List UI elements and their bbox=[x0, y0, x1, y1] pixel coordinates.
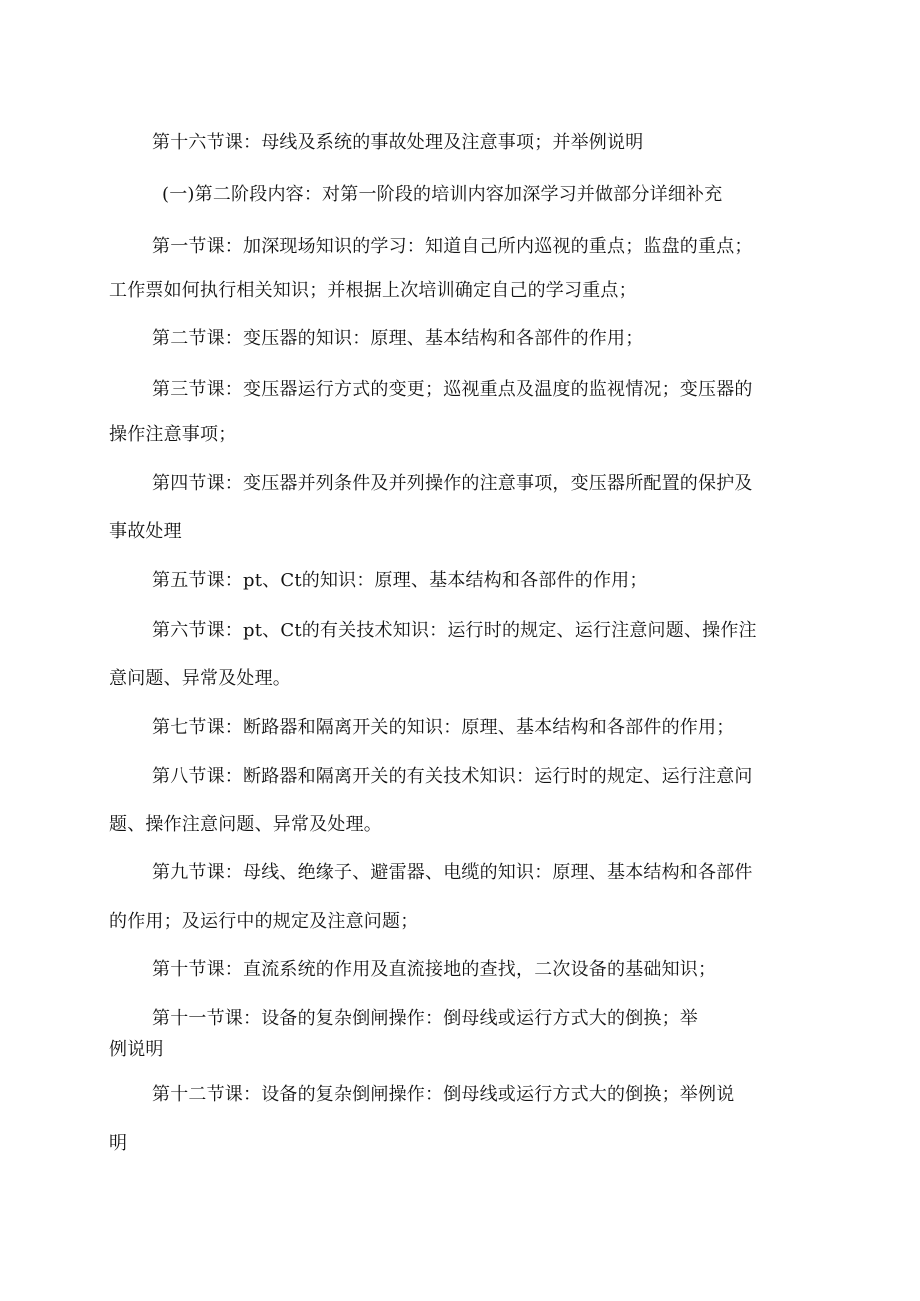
text-line-lesson-5: 第五节课：pt、Ct的知识：原理、基本结构和各部件的作用； bbox=[152, 570, 648, 591]
text-line-lesson-1-cont: 工作票如何执行相关知识；并根据上次培训确定自己的学习重点； bbox=[109, 280, 637, 301]
text-line-lesson-3: 第三节课：变压器运行方式的变更；巡视重点及温度的监视情况；变压器的 bbox=[152, 379, 753, 400]
text-line-lesson-2: 第二节课：变压器的知识：原理、基本结构和各部件的作用； bbox=[152, 328, 644, 349]
text-line-lesson-10: 第十节课：直流系统的作用及直流接地的查找，二次设备的基础知识； bbox=[152, 959, 717, 980]
text-line-lesson-6: 第六节课：pt、Ct的有关技术知识：运行时的规定、运行注意问题、操作注 bbox=[152, 620, 757, 641]
text-line-stage-two-heading: (一)第二阶段内容：对第一阶段的培训内容加深学习并做部分详细补充 bbox=[162, 184, 723, 205]
text-line-lesson-11: 第十一节课：设备的复杂倒闸操作：倒母线或运行方式大的倒换；举 bbox=[152, 1008, 698, 1029]
text-line-lesson-8: 第八节课：断路器和隔离开关的有关技术知识：运行时的规定、运行注意问 bbox=[152, 766, 753, 787]
text-line-lesson-9-cont: 的作用；及运行中的规定及注意问题； bbox=[109, 911, 419, 932]
text-line-lesson-3-cont: 操作注意事项； bbox=[109, 424, 237, 445]
text-line-section-16: 第十六节课：母线及系统的事故处理及注意事项；并举例说明 bbox=[152, 132, 644, 153]
text-line-lesson-6-cont: 意问题、异常及处理。 bbox=[109, 668, 291, 689]
text-line-lesson-7: 第七节课：断路器和隔离开关的知识：原理、基本结构和各部件的作用； bbox=[152, 717, 735, 738]
text-line-lesson-4-cont: 事故处理 bbox=[109, 521, 182, 542]
text-line-lesson-1: 第一节课：加深现场知识的学习：知道自己所内巡视的重点；监盘的重点； bbox=[152, 236, 753, 257]
text-line-lesson-4: 第四节课：变压器并列条件及并列操作的注意事项，变压器所配置的保护及 bbox=[152, 473, 753, 494]
text-line-lesson-12-cont: 明 bbox=[109, 1133, 128, 1154]
text-line-lesson-8-cont: 题、操作注意问题、异常及处理。 bbox=[109, 814, 382, 835]
text-line-lesson-11-cont: 例说明 bbox=[109, 1039, 164, 1060]
text-line-lesson-9: 第九节课：母线、绝缘子、避雷器、电缆的知识：原理、基本结构和各部件 bbox=[152, 862, 753, 883]
text-line-lesson-12: 第十二节课：设备的复杂倒闸操作：倒母线或运行方式大的倒换；举例说 bbox=[152, 1084, 735, 1105]
